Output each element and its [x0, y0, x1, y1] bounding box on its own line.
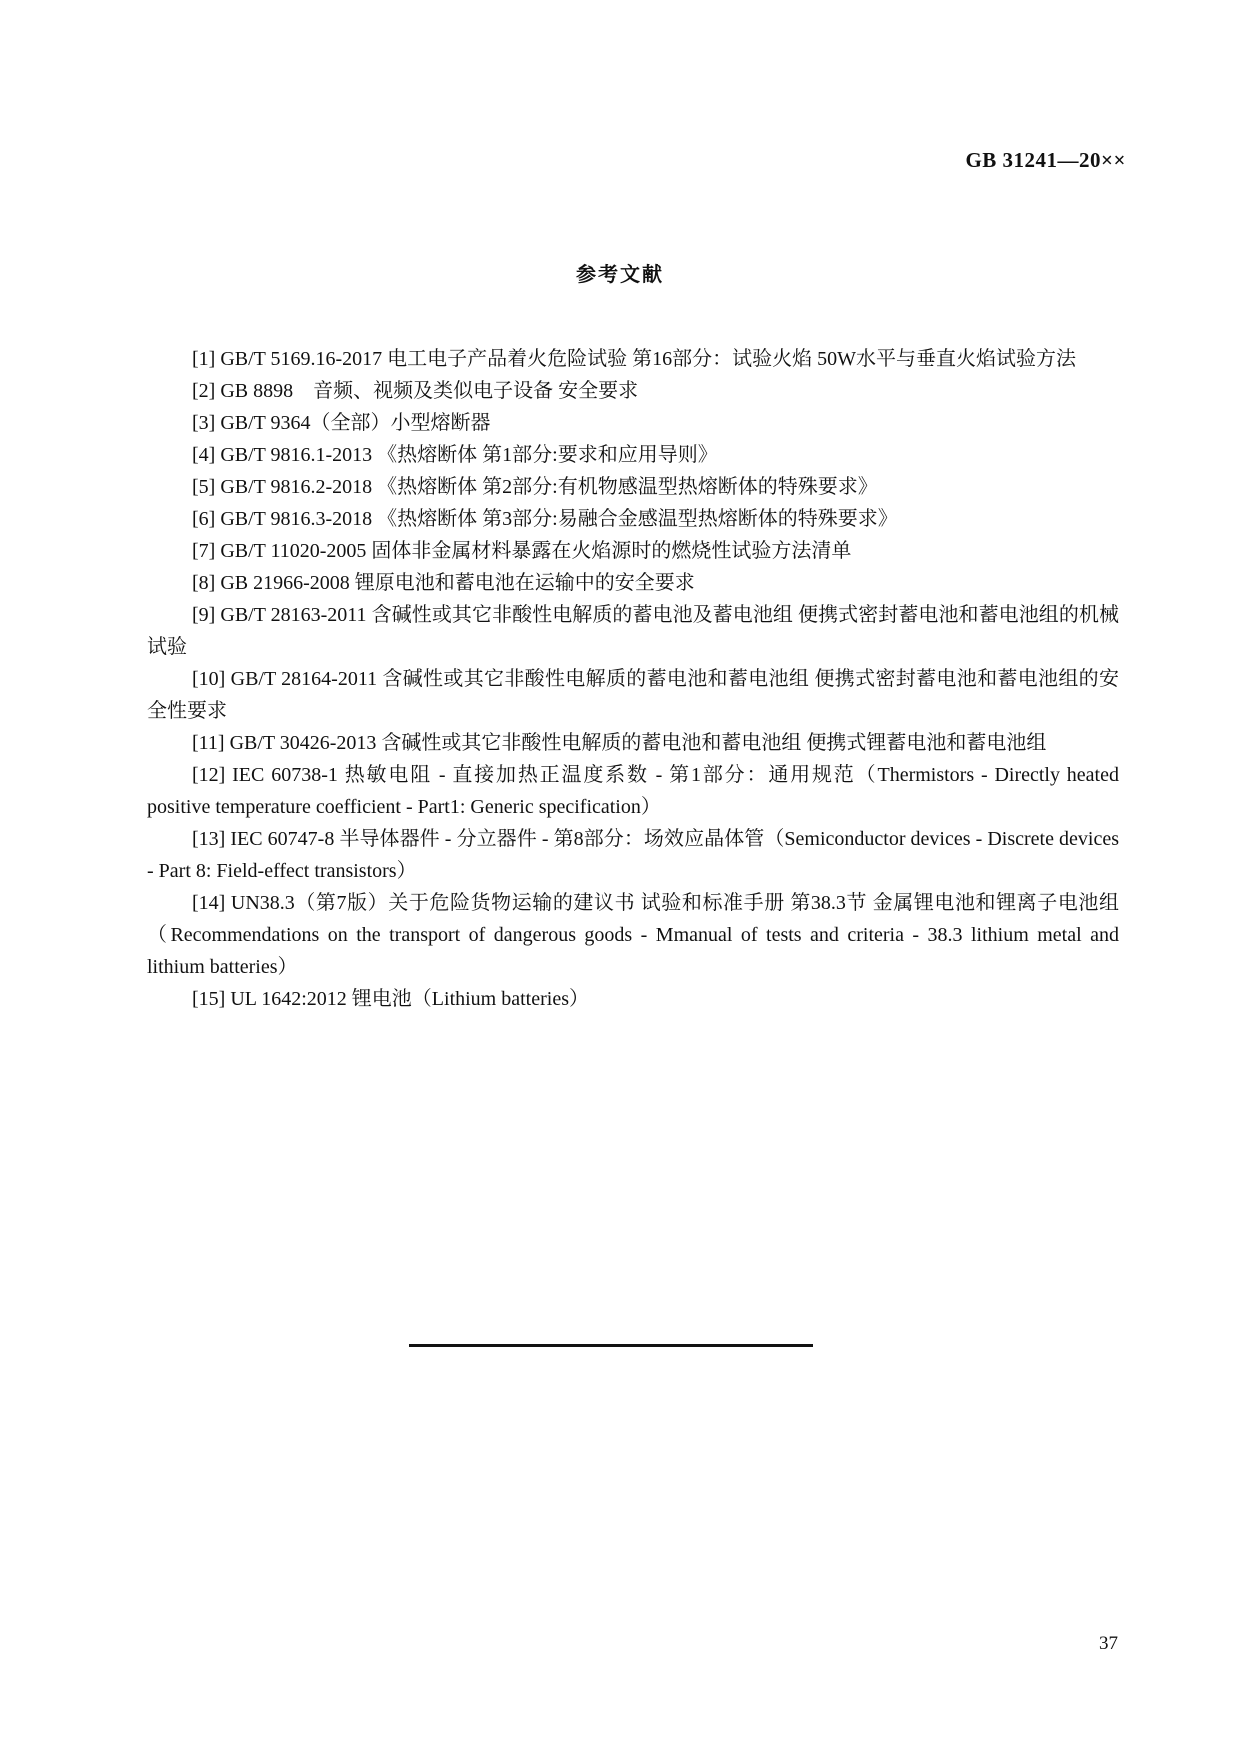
end-of-document-rule: [409, 1344, 813, 1347]
document-code: GB 31241—20××: [965, 148, 1126, 172]
reference-item-11: [11] GB/T 30426-2013 含碱性或其它非酸性电解质的蓄电池和蓄电池组 便携式锂蓄电池和蓄电池组: [192, 732, 1047, 754]
reference-item-15: [15] UL 1642:2012 锂电池（Lithium batteries）: [192, 988, 589, 1010]
reference-item-5: [5] GB/T 9816.2-2018 《热熔断体 第2部分:有机物感温型热熔断体的特殊要求》: [192, 476, 878, 498]
reference-item-8: [8] GB 21966-2008 锂原电池和蓄电池在运输中的安全要求: [192, 572, 695, 594]
reference-item-12: [12] IEC 60738-1 热敏电阻 - 直接加热正温度系数 - 第1部分：通用规范（Thermistors - Directly heated positive temperature coefficient - Part1: Generic specification）: [147, 764, 1119, 818]
page-number: 37: [1099, 1633, 1118, 1654]
reference-item-3: [3] GB/T 9364（全部）小型熔断器: [192, 412, 491, 434]
reference-item-7: [7] GB/T 11020-2005 固体非金属材料暴露在火焰源时的燃烧性试验方法清单: [192, 540, 852, 562]
reference-list: [147, 343, 1119, 1015]
reference-item-2: [2] GB 8898 音频、视频及类似电子设备 安全要求: [192, 380, 639, 402]
reference-item-14: [14] UN38.3（第7版）关于危险货物运输的建议书 试验和标准手册 第38.3节 金属锂电池和锂离子电池组（Recommendations on the transport of dangerous goods - Mmanual of tests and criteria - 38.3 lithium metal and lithium batteries）: [147, 892, 1119, 978]
reference-item-4: [4] GB/T 9816.1-2013 《热熔断体 第1部分:要求和应用导则》: [192, 444, 718, 466]
section-title: 参考文献: [576, 262, 664, 286]
reference-item-10: [10] GB/T 28164-2011 含碱性或其它非酸性电解质的蓄电池和蓄电池组 便携式密封蓄电池和蓄电池组的安全性要求: [147, 668, 1119, 722]
reference-item-1: [1] GB/T 5169.16-2017 电工电子产品着火危险试验 第16部分：试验火焰 50W水平与垂直火焰试验方法: [192, 348, 1077, 370]
reference-item-13: [13] IEC 60747-8 半导体器件 - 分立器件 - 第8部分：场效应晶体管（Semiconductor devices - Discrete devices - Part 8: Field-effect transistors）: [147, 828, 1119, 882]
reference-item-9: [9] GB/T 28163-2011 含碱性或其它非酸性电解质的蓄电池及蓄电池组 便携式密封蓄电池和蓄电池组的机械试验: [147, 604, 1119, 658]
reference-item-6: [6] GB/T 9816.3-2018 《热熔断体 第3部分:易融合金感温型热熔断体的特殊要求》: [192, 508, 898, 530]
